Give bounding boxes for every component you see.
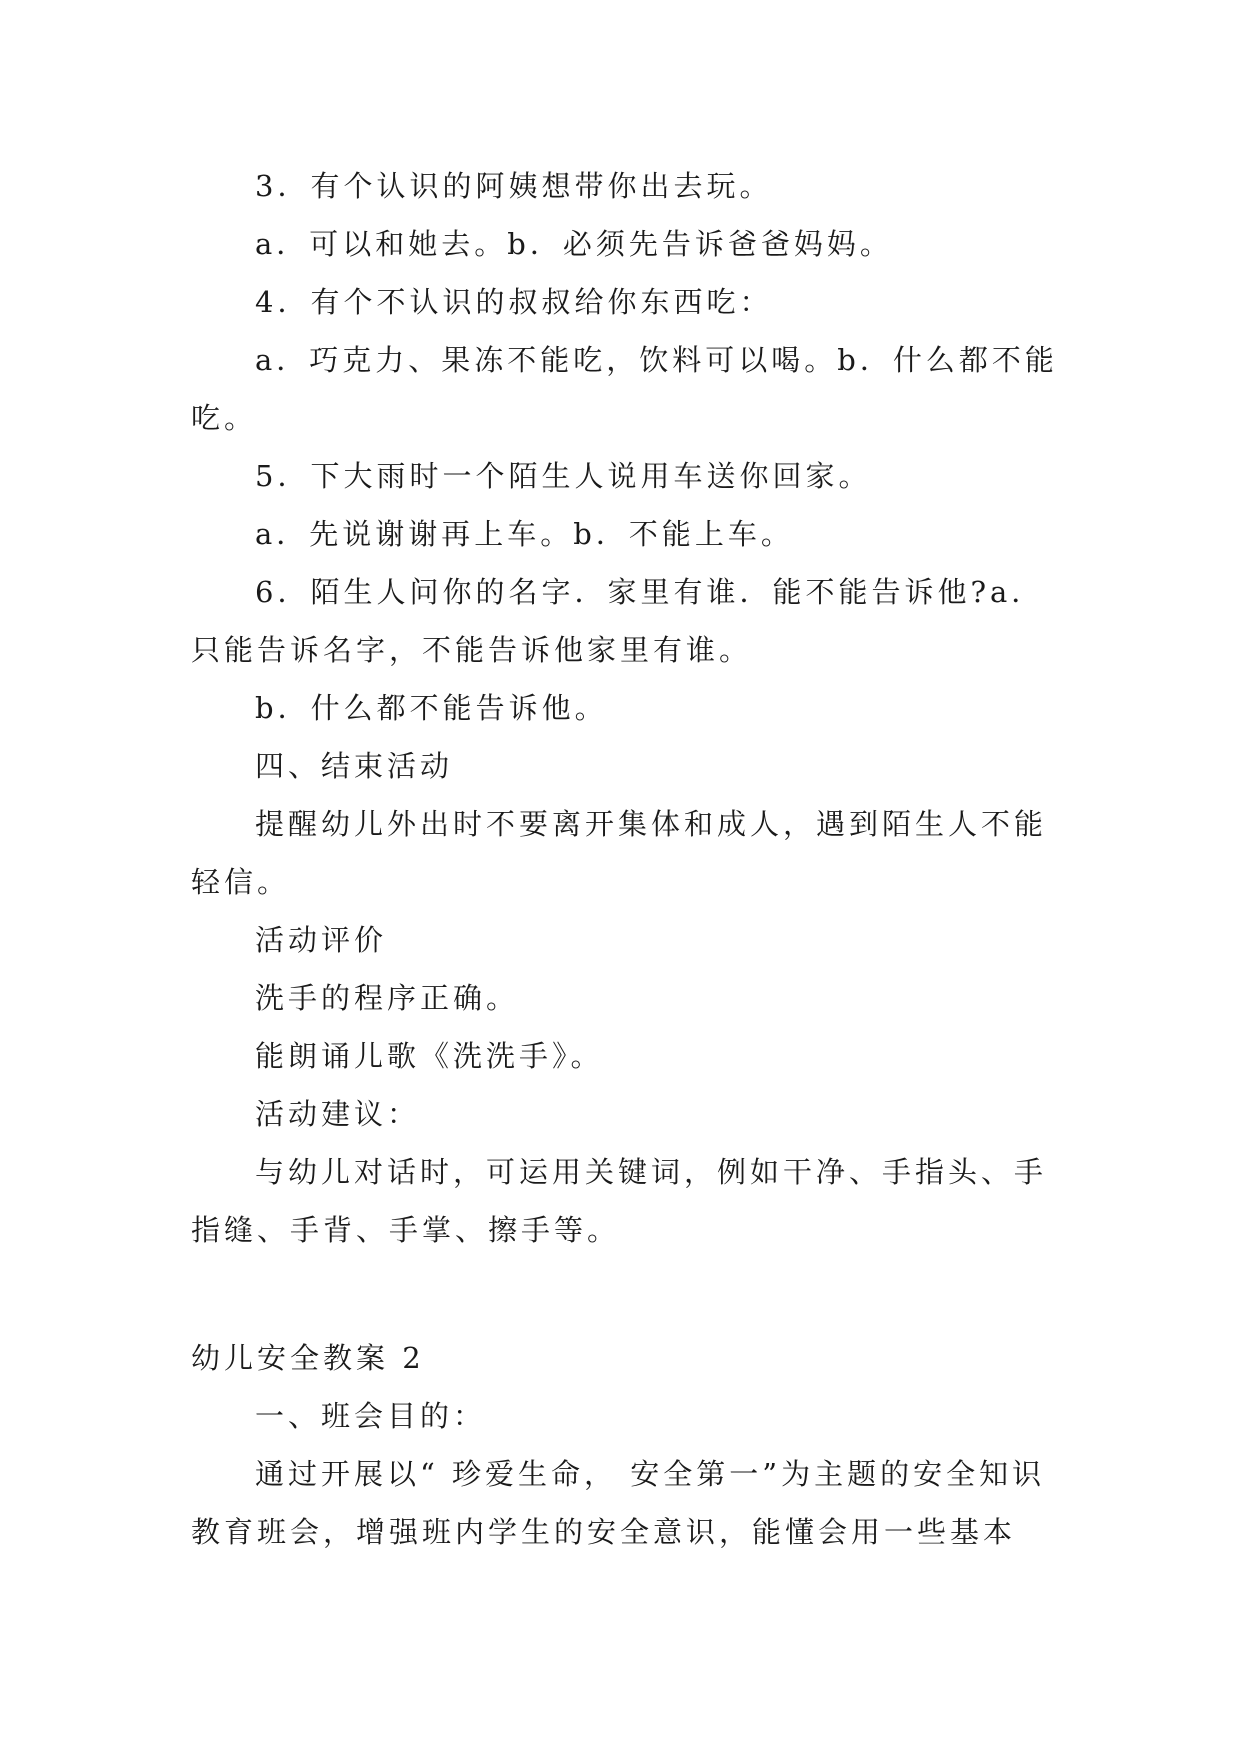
section-2-heading: 幼儿安全教案 2 [191,1341,425,1375]
paragraph-q6: 6．陌生人问你的名字．家里有谁．能不能告诉他?a．只能告诉名字，不能告诉他家里有谁。 [191,575,1045,667]
paragraph-q3: 3．有个认识的阿姨想带你出去玩。 [255,169,773,203]
heading-activity-evaluation: 活动评价 [255,923,388,957]
paragraph-purpose: 通过开展以“ 珍爱生命， 安全第一”为主题的安全知识教育班会，增强班内学生的安全意识，能懂会用一些基本 [191,1457,1046,1549]
paragraph-q5: 5．下大雨时一个陌生人说用车送你回家。 [255,459,872,493]
paragraph-q6-option-b: b．什么都不能告诉他。 [255,691,608,725]
paragraph-q5-options: a．先说谢谢再上车。b．不能上车。 [255,517,794,551]
heading-end-activity: 四、结束活动 [255,749,454,783]
paragraph-q4: 4．有个不认识的叔叔给你东西吃： [255,285,773,319]
paragraph-evaluation-1: 洗手的程序正确。 [255,981,520,1015]
heading-class-meeting-purpose: 一、班会目的： [255,1399,487,1433]
paragraph-q3-options: a．可以和她去。b．必须先告诉爸爸妈妈。 [255,227,893,261]
paragraph-evaluation-2: 能朗诵儿歌《洗洗手》。 [255,1039,604,1073]
paragraph-q4-options: a．巧克力、果冻不能吃，饮料可以喝。b．什么都不能吃。 [191,343,1058,435]
section-1-body [191,157,1061,1259]
paragraph-reminder: 提醒幼儿外出时不要离开集体和成人，遇到陌生人不能轻信。 [191,807,1048,899]
heading-activity-suggestion: 活动建议： [255,1097,421,1131]
paragraph-suggestion: 与幼儿对话时，可运用关键词，例如干净、手指头、手指缝、手背、手掌、擦手等。 [191,1155,1048,1247]
section-2-body [191,1329,1061,1561]
